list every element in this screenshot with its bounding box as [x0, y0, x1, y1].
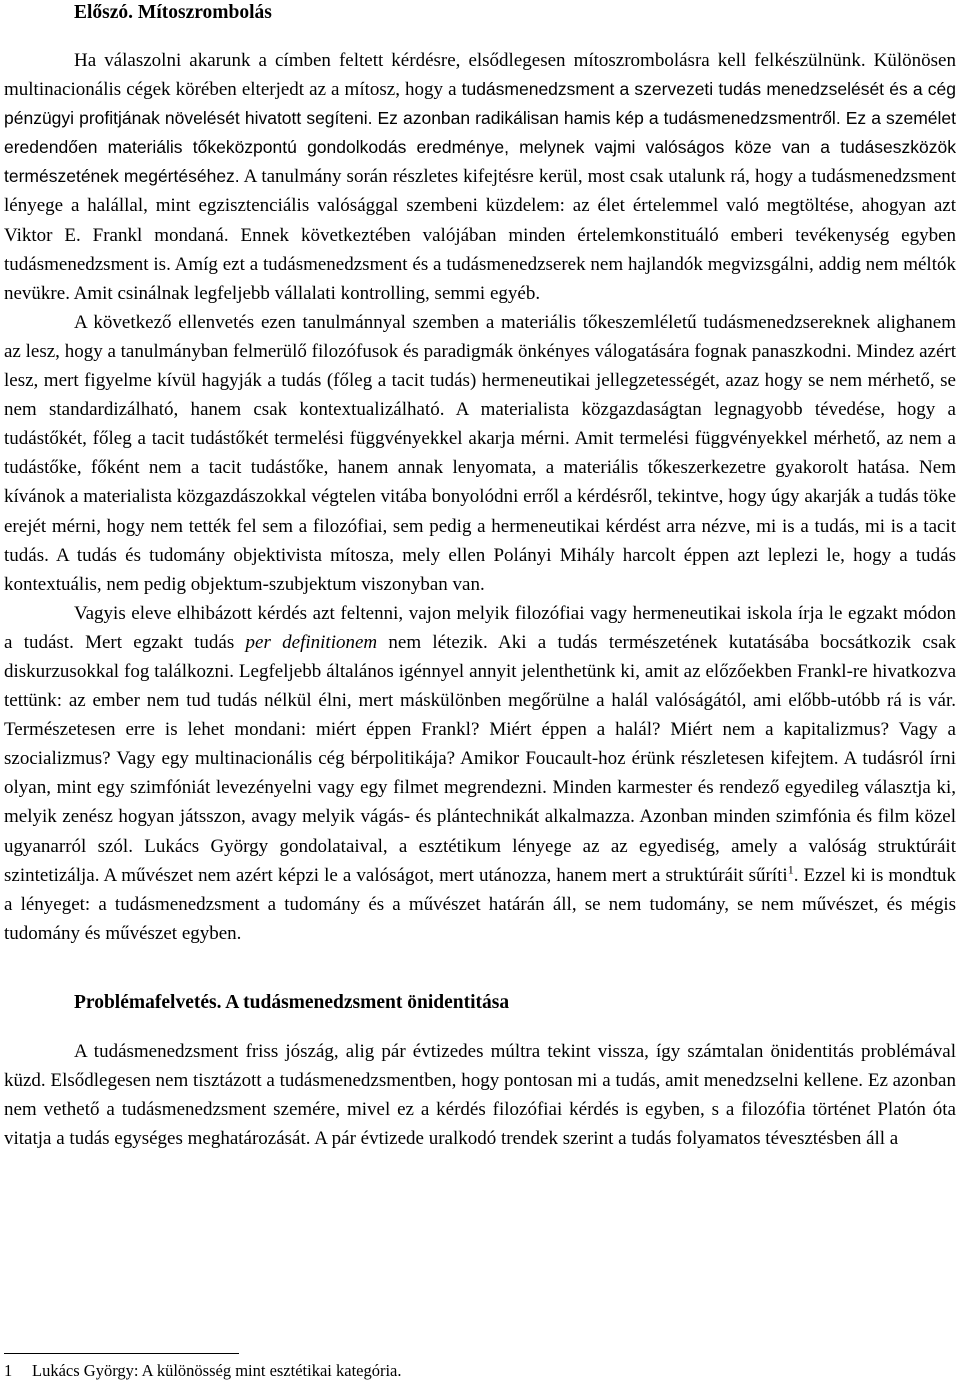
- preface-paragraph-3: [4, 599, 956, 948]
- preface-p3-text-a: Vagyis eleve elhibázott kérdés azt feltenni, vajon melyik filozófiai vagy hermeneutikai iskola írja le egzakt módon a tudást. Mert egzakt tudás: [4, 602, 956, 653]
- preface-p3-text-c: . Ezzel ki is mondtuk a lényeget: a tudásmenedzsment a tudomány és a művészet határán áll, se nem tudomány, se nem művészet, és mégis tudomány és művészet egyben.: [4, 864, 956, 944]
- preface-p3-text-b: nem létezik. Aki a tudás természetének kutatásába bocsátkozik csak diskurzusokkal fog találkozni. Legfeljebb általános igénnyel annyit jelenthetünk ki, amit az előzőekben Frankl-re hivatkozva tettünk: az ember nem tud tudás nélkül élni, mert máskülönben megőrülne a halál valóságától, ami előbb-utóbb rá is vár. Természetesen erre is lehet mondani: miért éppen Frankl? Miért éppen a halál? Miért nem a kapitalizmus? Vagy a szocializmus? Vagy egy multinacionális cég bérpolitikája? Amikor Foucault-hoz érünk részletesen kifejtem. A tudásról írni olyan, mint egy szimfóniát levezényelni vagy egy filmet megrendezni. Minden karmester és rendező egyedileg választja ki, melyik zenész hogyan játsszon, avagy melyik vágás- és plántechnikát alkalmazza. Azonban minden szimfónia és film közel ugyanarról szól. Lukács György gondolataival, a esztétikum lényege az az egyediség, amely a valóság struktúráit szintetizálja. A művészet nem azért képzi le a valóságot, mert utánozza, hanem mert a struktúráit sűríti: [4, 631, 957, 886]
- document-page: [4, 0, 956, 1153]
- footnote: [4, 1360, 402, 1382]
- footnote-reference[interactable]: 1: [787, 862, 794, 877]
- problem-paragraph-1: A tudásmenedzsment friss jószág, alig pár évtizedes múltra tekint vissza, így számtalan önidentitás problémával küzd. Elsődlegesen nem tisztázott a tudásmenedzsmentben, hogy pontosan mi a tudás, amit menedzselni kellene. Ez azonban nem vethető a tudásmenedzsment szemére, mivel ez a kérdés filozófiai kérdés is egyben, s a filozófia történet Platón óta vitatja a tudás egységes meghatározását. A pár évtizede uralkodó trendek szerint a tudás folyamatos tévesztésben áll a: [4, 1040, 956, 1150]
- preface-p1-text-c: A tanulmány során részletes kifejtésre kerül, most csak utalunk rá, hogy a tudásmenedzsment lényege a halállal, mint egzisztenciális valósággal szembeni küzdelem: az élet értelemmel való megtöltése, ahogyan azt Viktor E. Frankl mondaná. Ennek következtében valójában minden értelemkonstituáló emberi tevékenység egyben tudásmenedzsment is. Amíg ezt a tudásmenedzsment és a tudásmenedzserek nem hajlandók megvizsgálni, addig nem méltók nevükre. Amit csinálnak legfeljebb vállalati kontrolling, semmi egyéb.: [4, 166, 956, 304]
- footnote-number: 1: [4, 1361, 13, 1380]
- preface-paragraph-2: A következő ellenvetés ezen tanulmánnyal szemben a materiális tőkeszemléletű tudásmenedzsereknek alighanem az lesz, hogy a tanulmányban felmerülő filozófusok és paradigmák önkényes válogatására fognak panaszkodni. Mindez azért lesz, mert figyelme kívül hagyják a tudás (főleg a tacit tudás) hermeneutikai jellegzetességét, azaz hogy se nem mérhető, se nem standardizálható, hanem csak kontextualizálható. A materialista közgazdaságtan legnagyobb tévedése, hogy a tudástőkét, főleg a tacit tudástőkét termelési függvényekkel akarja mérni. Amit termelési függvényekkel mérhető, az nem a tudástőke, főként nem a tacit tudástőke, hanem annak lenyomata, a materiális tőkeszerkezetre gyakorolt hatása. Nem kívánok a materialista közgazdászokkal végtelen vitába bonyolódni erről a kérdésről, tekintve, hogy úgy akarják a tudás töke erejét mérni, hogy nem tették fel sem a filozófiai, sem pedig a hermeneutikai kérdést arra nézve, mi is a tudás, mi is a tacit tudás. A tudás és tudomány objektivista mítosza, mely ellen Polányi Mihály harcolt éppen azt leplezi le, hogy a tudás kontextuális, nem pedig objektum-szubjektum viszonyban van.: [4, 311, 956, 595]
- preface-heading: Előszó. Mítoszrombolás: [74, 2, 272, 23]
- preface-p1-text-a: Ha válaszolni akarunk a címben feltett kérdésre, elsődlegesen mítoszrombolásra kell felkészülnünk. Különösen multinacionális cégek körében elterjedt az a mítosz, hogy a: [4, 50, 956, 101]
- preface-p1-text-b: tudásmenedzsment a szervezeti tudás menedzselését és a cég pénzügyi profitjának növelését hivatott segíteni. Ez azonban radikálisan hamis kép a tudásmenedzsmentről. Ez a személet eredendően materiális tőkeközpontú gondolkodás eredménye, melynek vajmi valóságos köze van a tudáseszközök természetének megértéséhez.: [4, 79, 956, 187]
- latin-term: per definitionem: [245, 631, 378, 653]
- problem-heading: Problémafelvetés. A tudásmenedzsment önidentitása: [74, 991, 510, 1013]
- preface-paragraph-1: [4, 46, 956, 308]
- footnote-separator: [4, 1353, 239, 1354]
- footnote-text: Lukács György: A különösség mint esztétikai kategória.: [32, 1361, 402, 1380]
